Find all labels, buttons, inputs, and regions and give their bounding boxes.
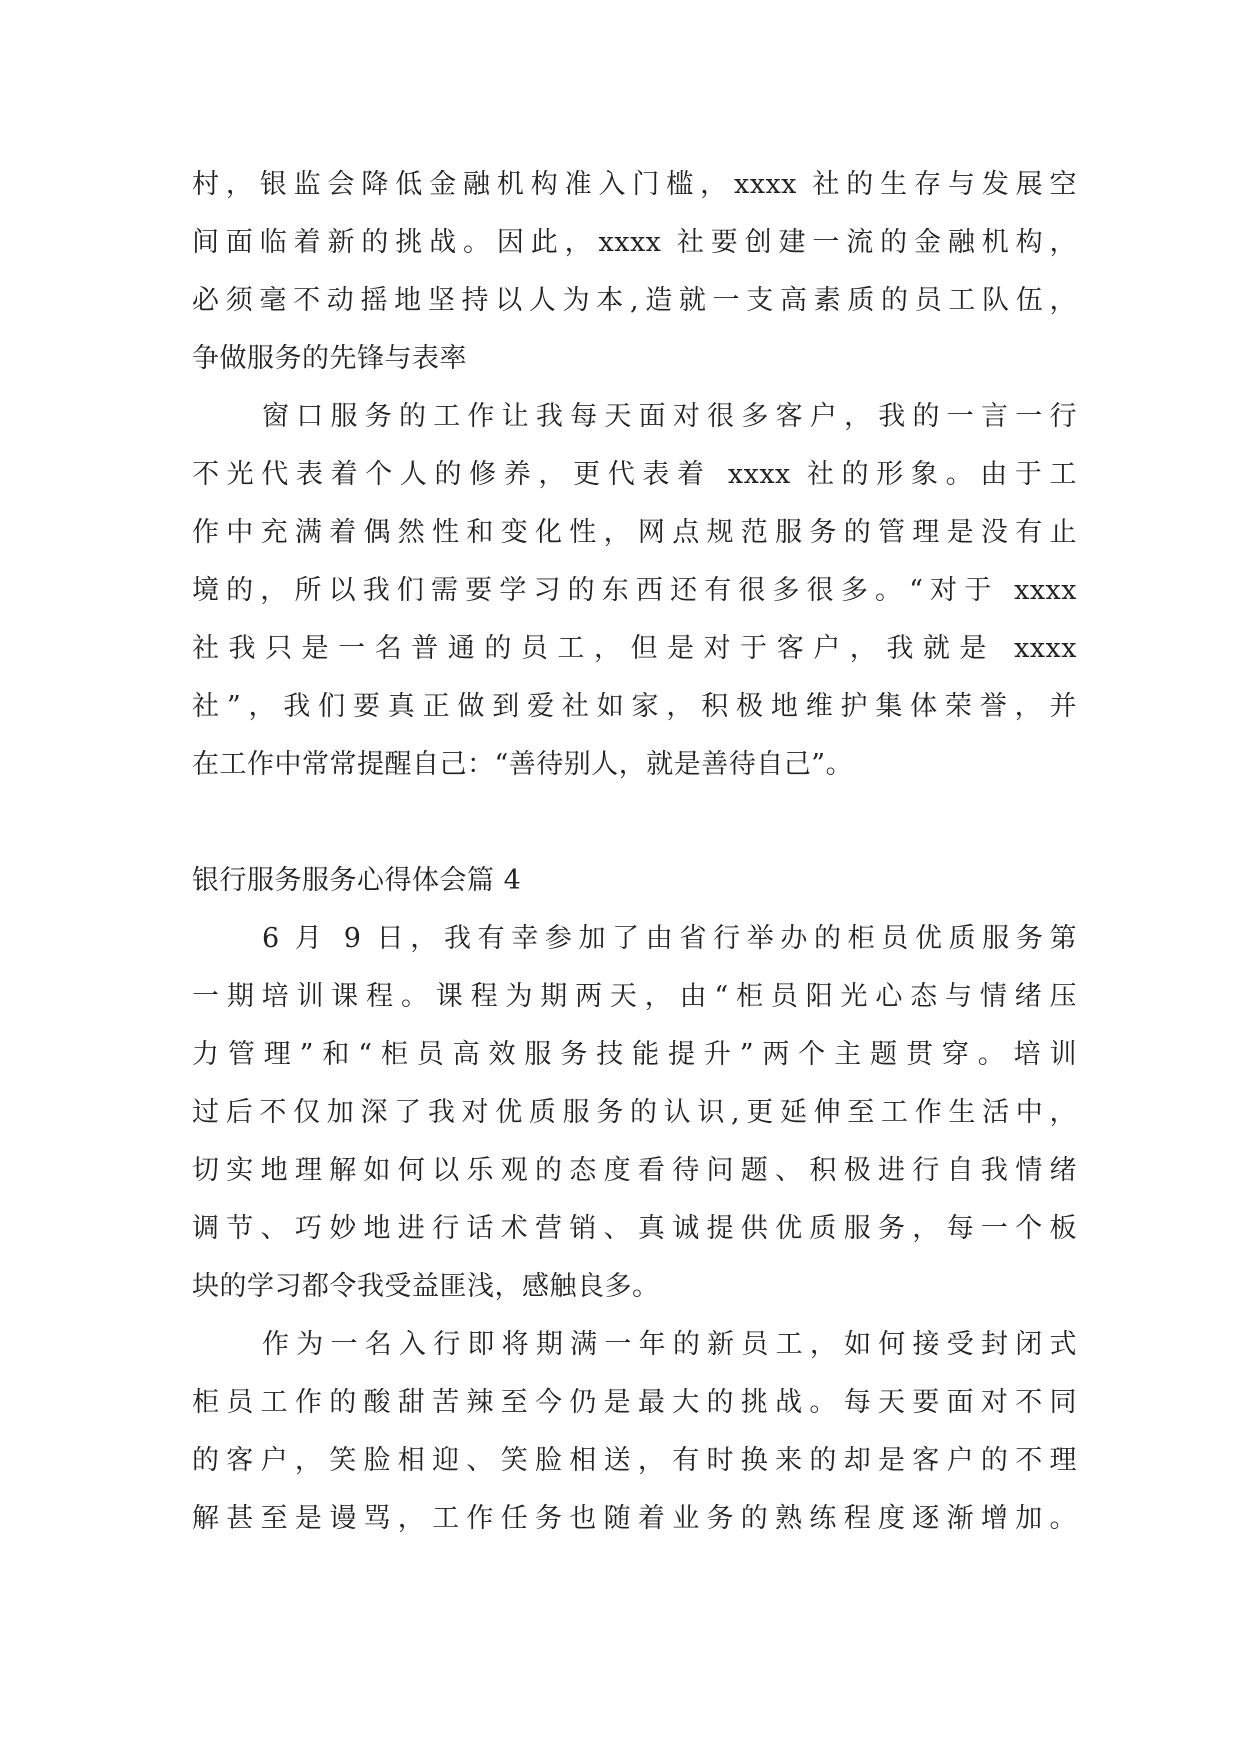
paragraph-3 [192, 910, 1077, 1316]
paragraph-line: 社”，我们要真正做到爱社如家，积极地维护集体荣誉，并 [192, 691, 1077, 722]
paragraph-line: 一期培训课程。课程为期两天，由“柜员阳光心态与情绪压 [192, 981, 1077, 1012]
paragraph-line: 力管理”和“柜员高效服务技能提升”两个主题贯穿。培训 [192, 1039, 1077, 1070]
paragraph-line: 境的，所以我们需要学习的东西还有很多很多。“对于 xxxx [192, 575, 1077, 606]
section-spacer [192, 794, 1077, 852]
paragraph-line: 过后不仅加深了我对优质服务的认识,更延伸至工作生活中， [192, 1097, 1077, 1128]
paragraph-line: 块的学习都令我受益匪浅，感触良多。 [192, 1271, 660, 1302]
paragraph-line: 作中充满着偶然性和变化性，网点规范服务的管理是没有止 [192, 517, 1077, 548]
paragraph-2 [192, 388, 1077, 794]
paragraph-line: 争做服务的先锋与表率 [192, 343, 467, 374]
paragraph-line: 必须毫不动摇地坚持以人为本,造就一支高素质的员工队伍， [192, 285, 1077, 316]
paragraph-line: 作为一名入行即将期满一年的新员工，如何接受封闭式 [262, 1329, 1077, 1360]
paragraph-line: 6 月 9 日，我有幸参加了由省行举办的柜员优质服务第 [262, 923, 1077, 954]
paragraph-line: 的客户，笑脸相迎、笑脸相送，有时换来的却是客户的不理 [192, 1445, 1077, 1476]
paragraph-line: 间面临着新的挑战。因此，xxxx 社要创建一流的金融机构， [192, 227, 1077, 258]
paragraph-4 [192, 1316, 1077, 1548]
paragraph-line: 窗口服务的工作让我每天面对很多客户，我的一言一行 [262, 401, 1077, 432]
paragraph-line: 解甚至是谩骂，工作任务也随着业务的熟练程度逐渐增加。 [192, 1503, 1077, 1534]
paragraph-line: 村，银监会降低金融机构准入门槛，xxxx 社的生存与发展空 [192, 169, 1077, 200]
paragraph-line: 切实地理解如何以乐观的态度看待问题、积极进行自我情绪 [192, 1155, 1077, 1186]
section-heading: 银行服务服务心得体会篇 4 [192, 865, 522, 896]
paragraph-line: 在工作中常常提醒自己：“善待别人，就是善待自己”。 [192, 749, 854, 780]
paragraph-line: 调节、巧妙地进行话术营销、真诚提供优质服务，每一个板 [192, 1213, 1077, 1244]
paragraph-line: 不光代表着个人的修养，更代表着 xxxx 社的形象。由于工 [192, 459, 1077, 490]
paragraph-line: 柜员工作的酸甜苦辣至今仍是最大的挑战。每天要面对不同 [192, 1387, 1077, 1418]
paragraph-1 [192, 156, 1077, 388]
paragraph-line: 社我只是一名普通的员工，但是对于客户，我就是 xxxx [192, 633, 1077, 664]
document-page [192, 156, 1077, 1548]
